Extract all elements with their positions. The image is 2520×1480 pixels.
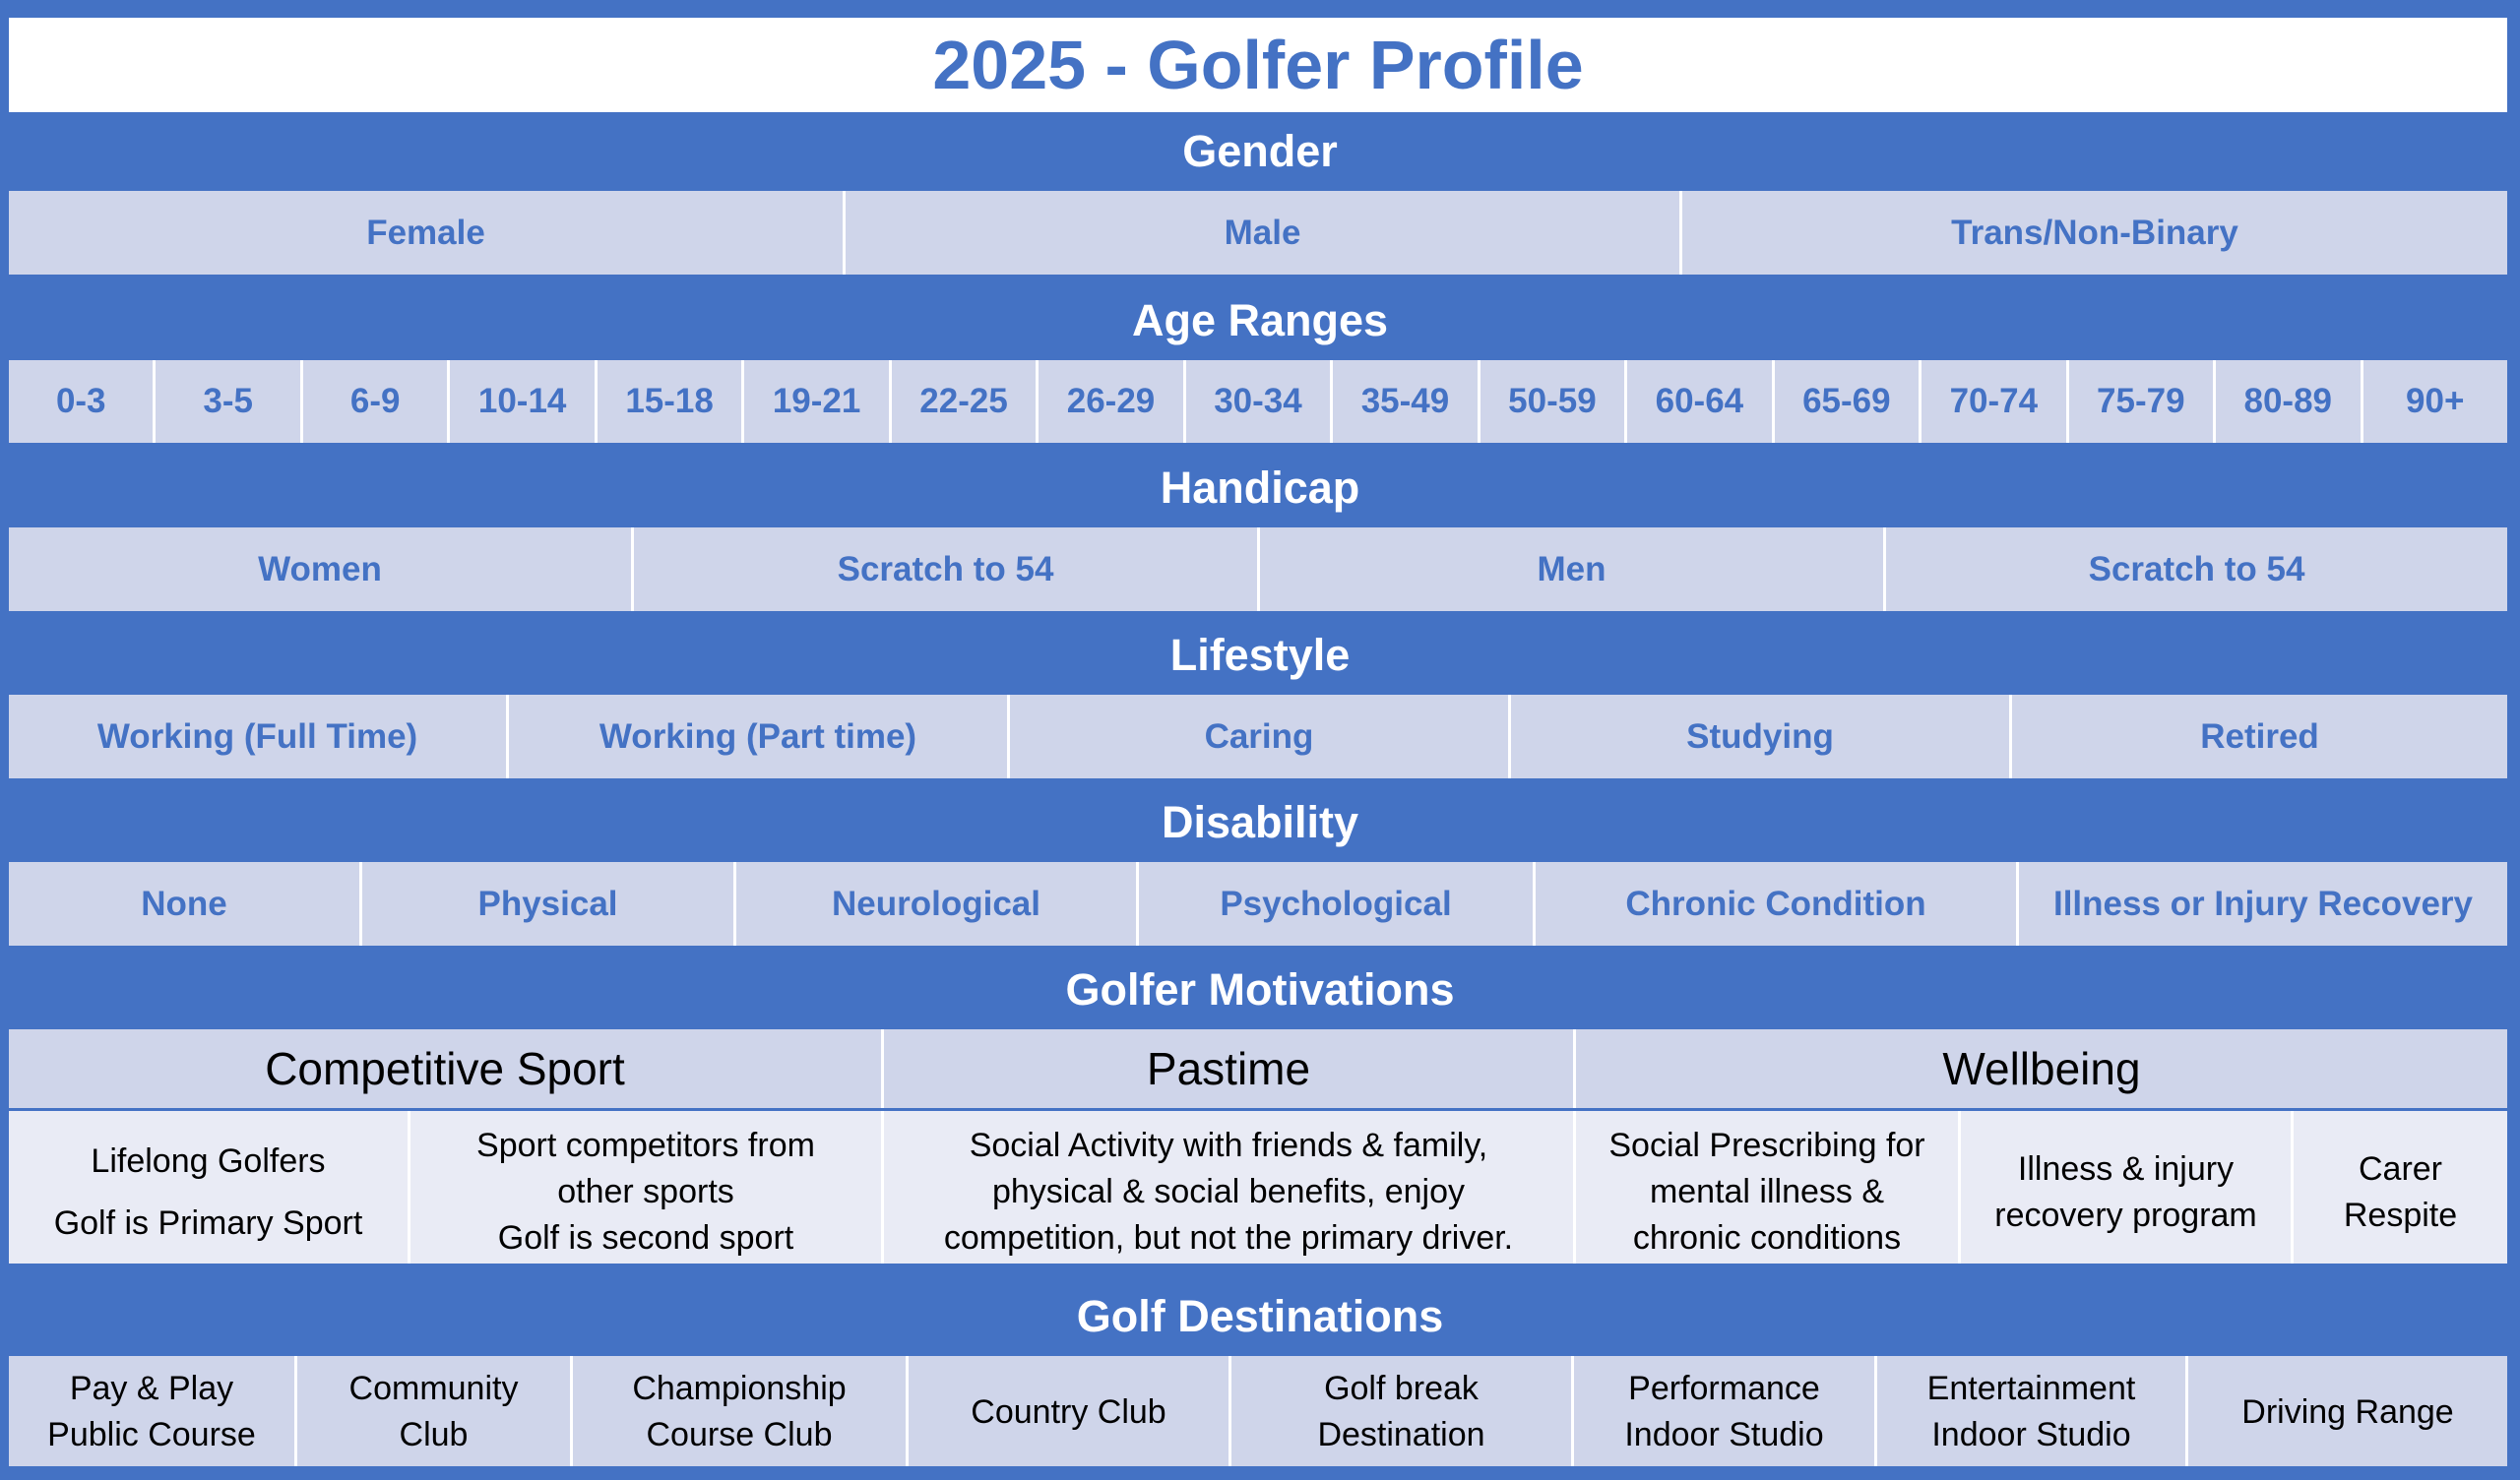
gender-header: Gender xyxy=(1182,126,1338,176)
disability-chronic: Chronic Condition xyxy=(1536,862,2016,946)
destination-line: Community xyxy=(348,1370,519,1407)
disability-header: Disability xyxy=(1161,797,1359,847)
age-row xyxy=(9,360,2507,443)
handicap-row xyxy=(9,527,2507,611)
age-range-cell: 35-49 xyxy=(1333,360,1477,443)
destination-cell xyxy=(9,1356,294,1466)
handicap-women: Women xyxy=(9,527,631,611)
motivation-wellbeing: Wellbeing xyxy=(1576,1029,2507,1108)
detail-line: Social Activity with friends & family, xyxy=(969,1127,1488,1164)
lifestyle-header: Lifestyle xyxy=(1169,630,1351,680)
destination-cell xyxy=(909,1356,1228,1466)
destination-line: Indoor Studio xyxy=(1624,1416,1824,1453)
detail-line: competition, but not the primary driver. xyxy=(943,1219,1514,1257)
age-range-cell: 22-25 xyxy=(892,360,1036,443)
motivation-detail-lifelong xyxy=(9,1111,408,1264)
disability-recovery: Illness or Injury Recovery xyxy=(2019,862,2507,946)
destination-line: Indoor Studio xyxy=(1931,1416,2131,1453)
motivation-pastime: Pastime xyxy=(884,1029,1573,1108)
gender-female: Female xyxy=(9,191,843,275)
age-range-cell: 90+ xyxy=(2363,360,2507,443)
lifestyle-row xyxy=(9,695,2507,778)
destinations-row xyxy=(9,1356,2507,1466)
age-range-cell: 6-9 xyxy=(303,360,447,443)
motivation-competitive-sport: Competitive Sport xyxy=(9,1029,881,1108)
handicap-men-range: Scratch to 54 xyxy=(1886,527,2507,611)
detail-line: Illness & injury xyxy=(2017,1149,2235,1188)
detail-line: other sports xyxy=(557,1173,734,1210)
detail-line: chronic conditions xyxy=(1632,1219,1902,1257)
destination-line: Club xyxy=(399,1416,469,1453)
gender-male: Male xyxy=(846,191,1679,275)
motivation-detail-social xyxy=(884,1111,1573,1264)
lifestyle-full-time: Working (Full Time) xyxy=(9,695,506,778)
disability-physical: Physical xyxy=(362,862,733,946)
detail-line: Sport competitors from xyxy=(476,1127,815,1164)
motivation-detail-competitors xyxy=(410,1111,881,1264)
age-range-cell: 60-64 xyxy=(1627,360,1771,443)
destination-cell xyxy=(573,1356,906,1466)
disability-neurological: Neurological xyxy=(736,862,1136,946)
destination-line: Championship xyxy=(632,1370,847,1407)
destination-line: Public Course xyxy=(47,1416,256,1453)
lifestyle-studying: Studying xyxy=(1511,695,2009,778)
age-range-cell: 75-79 xyxy=(2069,360,2213,443)
motivation-detail-recovery xyxy=(1961,1111,2291,1264)
motivation-detail-prescribing xyxy=(1576,1111,1958,1264)
age-range-cell: 30-34 xyxy=(1186,360,1330,443)
detail-line: Lifelong Golfers xyxy=(91,1141,326,1180)
detail-line: physical & social benefits, enjoy xyxy=(991,1173,1466,1210)
destination-cell xyxy=(2188,1356,2507,1466)
age-range-cell: 3-5 xyxy=(156,360,299,443)
detail-line: Golf is Primary Sport xyxy=(53,1203,363,1242)
gender-row xyxy=(9,191,2507,275)
destination-line: Golf break xyxy=(1324,1370,1479,1407)
detail-line: Golf is second sport xyxy=(497,1219,794,1257)
page-title: 2025 - Golfer Profile xyxy=(9,18,2507,112)
lifestyle-caring: Caring xyxy=(1010,695,1508,778)
destination-line: Destination xyxy=(1317,1416,1485,1453)
age-range-cell: 15-18 xyxy=(598,360,741,443)
age-range-cell: 80-89 xyxy=(2216,360,2360,443)
disability-none: None xyxy=(9,862,359,946)
handicap-women-range: Scratch to 54 xyxy=(634,527,1257,611)
age-range-cell: 0-3 xyxy=(9,360,153,443)
destination-line: Performance xyxy=(1628,1370,1820,1407)
lifestyle-part-time: Working (Part time) xyxy=(509,695,1007,778)
age-range-cell: 70-74 xyxy=(1922,360,2065,443)
destinations-header: Golf Destinations xyxy=(1076,1291,1444,1341)
destination-cell xyxy=(1877,1356,2185,1466)
detail-line: mental illness & xyxy=(1649,1173,1885,1210)
motivation-detail-respite xyxy=(2294,1111,2507,1264)
age-range-cell: 10-14 xyxy=(450,360,594,443)
motivations-detail-row xyxy=(9,1111,2507,1264)
destination-line: Country Club xyxy=(971,1392,1166,1431)
handicap-header: Handicap xyxy=(1160,462,1360,513)
age-range-cell: 26-29 xyxy=(1039,360,1182,443)
lifestyle-retired: Retired xyxy=(2012,695,2507,778)
age-range-cell: 19-21 xyxy=(744,360,888,443)
handicap-men: Men xyxy=(1260,527,1883,611)
detail-line: Respite xyxy=(2343,1196,2458,1234)
disability-row xyxy=(9,862,2507,946)
detail-line: Carer xyxy=(2358,1149,2443,1188)
motivations-header: Golfer Motivations xyxy=(1065,964,1455,1015)
detail-line: recovery program xyxy=(1994,1196,2257,1234)
destination-line: Pay & Play xyxy=(69,1370,234,1407)
disability-psychological: Psychological xyxy=(1139,862,1533,946)
motivations-category-row xyxy=(9,1029,2507,1108)
detail-line: Social Prescribing for xyxy=(1608,1127,1925,1164)
gender-trans-non-binary: Trans/Non-Binary xyxy=(1682,191,2507,275)
destination-cell xyxy=(1574,1356,1874,1466)
destination-line: Entertainment xyxy=(1926,1370,2136,1407)
destination-cell xyxy=(297,1356,570,1466)
destination-cell xyxy=(1231,1356,1571,1466)
age-header: Age Ranges xyxy=(1131,295,1389,345)
destination-line: Driving Range xyxy=(2241,1392,2454,1431)
age-range-cell: 50-59 xyxy=(1480,360,1624,443)
age-range-cell: 65-69 xyxy=(1775,360,1919,443)
destination-line: Course Club xyxy=(646,1416,833,1453)
